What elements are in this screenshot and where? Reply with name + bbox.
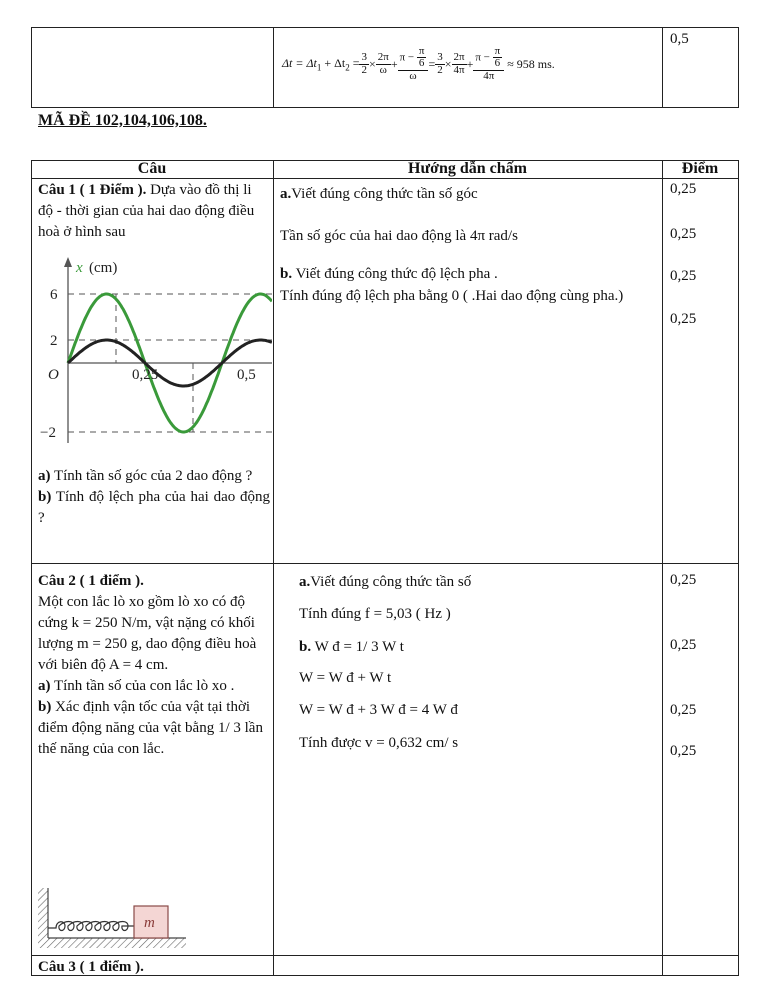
fraction: $\frac{2\pi}{\omega}$ — [377, 50, 389, 76]
fraction: $\frac{3}{2}$ — [437, 50, 443, 76]
q2-guide-b: b. W đ = 1/ 3 W t — [299, 639, 404, 655]
spring — [48, 922, 134, 931]
q1-intro-text: Dựa vào đồ thị li độ - thời gian của hai dao động điều hoà ở hình sau — [38, 182, 255, 240]
exam-code-heading: MÃ ĐỀ 102,104,106,108. — [38, 112, 207, 129]
q1-part-a: a) Tính tần số góc của 2 dao động ? — [38, 468, 253, 484]
floor-hatch — [48, 938, 186, 948]
q1-displacement-graph — [40, 255, 272, 450]
q2-score-1: 0,25 — [670, 572, 697, 588]
q2-guide-b-eq1: W = W đ + W t — [299, 670, 392, 686]
q1-guide-a-result: Tần số góc của hai dao động là 4π rad/s — [280, 228, 518, 244]
q2-text — [38, 571, 266, 760]
q1-guide-b-result: Tính đúng độ lệch pha bằng 0 ( .Hai dao động cùng pha.) — [280, 288, 624, 304]
q1-guide-a: a.Viết đúng công thức tần số góc — [280, 186, 478, 202]
q1-title: Câu 1 ( 1 Điểm ). — [38, 182, 147, 198]
top-score: 0,5 — [670, 31, 689, 47]
y-axis-label: x — [76, 260, 83, 276]
q1-score-1: 0,25 — [670, 181, 697, 197]
header-question: Câu — [137, 160, 167, 177]
q1-score-3: 0,25 — [670, 268, 697, 284]
tick-neg-2: −2 — [40, 425, 56, 441]
mass-label: m — [144, 915, 155, 931]
wall-hatch — [38, 888, 48, 948]
q1-score-4: 0,25 — [670, 311, 697, 327]
q2-guide-b-eq2: W = W đ + 3 W đ = 4 W đ — [299, 702, 458, 718]
header-guide: Hướng dẫn chấm — [408, 160, 527, 177]
q1-part-b: b) Tính độ lệch pha của hai dao động ? — [38, 489, 270, 526]
tick-6: 6 — [50, 287, 58, 303]
tick-2: 2 — [50, 333, 58, 349]
fraction: $\frac{3}{2}$ — [361, 50, 367, 76]
formula-text: Δt = Δt — [282, 55, 317, 70]
tick-origin: O — [48, 367, 59, 383]
q3-title: Câu 3 ( 1 điểm ). — [38, 959, 144, 975]
q2-part-b: b) Xác định vận tốc của vật tại thời điểm động năng của vật bằng 1/ 3 lần thế năng của con lắc. — [38, 699, 263, 757]
q1-score-2: 0,25 — [670, 226, 697, 242]
y-unit-label: (cm) — [89, 260, 118, 276]
q2-score-3: 0,25 — [670, 702, 697, 718]
q2-intro: Một con lắc lò xo gồm lò xo có độ cứng k = 250 N/m, vật nặng có khối lượng m = 250 g, dao động điều hoà với biên độ A = 4 cm. — [38, 594, 257, 673]
q2-guide-b-result: Tính được v = 0,632 cm/ s — [299, 735, 459, 751]
q1-parts — [38, 466, 270, 529]
tick-0-25: 0,25 — [132, 367, 159, 383]
q2-title: Câu 2 ( 1 điểm ). — [38, 573, 144, 589]
q2-part-a: a) Tính tần số của con lắc lò xo . — [38, 678, 235, 694]
fraction: π − $\frac{\pi}{6}$ 4π — [473, 46, 504, 83]
q2-guide-a-result: Tính đúng f = 5,03 ( Hz ) — [299, 606, 451, 622]
header-score: Điểm — [681, 160, 719, 177]
spring-mass-figure — [38, 886, 188, 952]
axis-arrow — [64, 257, 72, 267]
q2-guide-a: a.Viết đúng công thức tần số — [299, 574, 472, 590]
q2-score-2: 0,25 — [670, 637, 697, 653]
tick-0-5: 0,5 — [237, 367, 256, 383]
fraction: π − $\frac{\pi}{6}$ ω — [398, 46, 429, 83]
q1-guide-b: b. Viết đúng công thức độ lệch pha . — [280, 266, 498, 282]
q1-intro — [38, 180, 270, 243]
formula-delta-t: $\Delta t = \Delta t_1 + \Delta t_2$ = $\frac{3}{2}$ × $\frac{2\pi}{\omega}$ + π − $\frac{\pi}{6}$ ω = $\frac{3}{2}$ × $\frac{2\pi}{4\pi}$ + π − $\frac{\pi}{6}$ 4π ≈ 958 ms. — [282, 44, 555, 82]
q2-score-4: 0,25 — [670, 743, 697, 759]
fraction: $\frac{2\pi}{4\pi}$ — [453, 50, 465, 76]
